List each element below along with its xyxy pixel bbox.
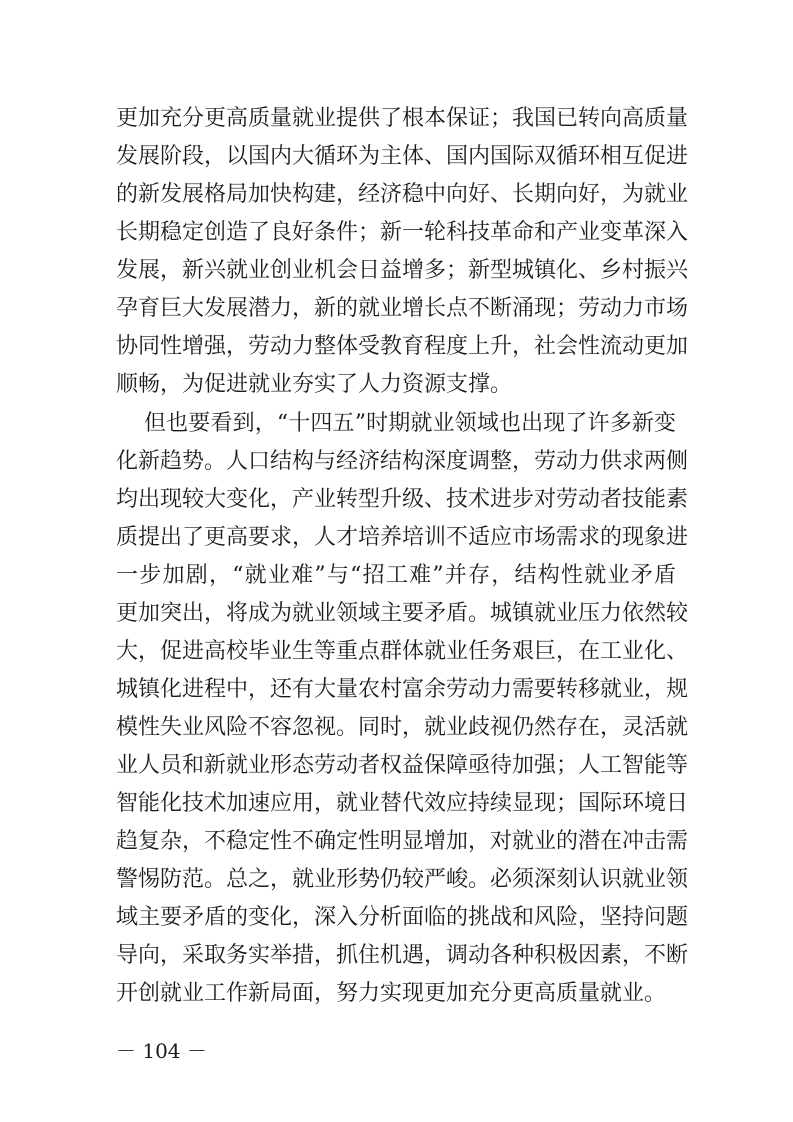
text-line: 发展，新兴就业创业机会日益增多；新型城镇化、乡村振兴 [116, 258, 689, 283]
text-line: 大，促进高校毕业生等重点群体就业任务艰巨，在工业化、 [116, 639, 689, 664]
text-line: 开创就业工作新局面，努力实现更加充分更高质量就业。 [116, 981, 667, 1006]
text-line: 导向，采取务实举措，抓住机遇，调动各种积极因素，不断 [116, 943, 689, 968]
text-line: 协同性增强，劳动力整体受教育程度上升，社会性流动更加 [116, 334, 689, 359]
text-line: 智能化技术加速应用，就业替代效应持续显现；国际环境日 [116, 791, 689, 816]
text-line: 的新发展格局加快构建，经济稳中向好、长期向好，为就业 [116, 182, 689, 207]
text-line: 一步加剧，“就业难”与“招工难”并存，结构性就业矛盾 [116, 563, 676, 588]
text-line: 警惕防范。总之，就业形势仍较严峻。必须深刻认识就业领 [116, 867, 689, 892]
text-line: 更加突出，将成为就业领域主要矛盾。城镇就业压力依然较 [116, 601, 689, 626]
text-line: 城镇化进程中，还有大量农村富余劳动力需要转移就业，规 [116, 677, 689, 702]
text-line: 均出现较大变化，产业转型升级、技术进步对劳动者技能素 [116, 487, 689, 512]
text-line: 顺畅，为促进就业夯实了人力资源支撑。 [116, 372, 513, 397]
text-line: 趋复杂，不稳定性不确定性明显增加，对就业的潜在冲击需 [116, 829, 689, 854]
text-line: 业人员和新就业形态劳动者权益保障亟待加强；人工智能等 [116, 753, 689, 778]
text-line: 长期稳定创造了良好条件；新一轮科技革命和产业变革深入 [116, 220, 689, 245]
text-line: 质提出了更高要求，人才培养培训不适应市场需求的现象进 [116, 525, 689, 550]
text-line: 更加充分更高质量就业提供了根本保证；我国已转向高质量 [116, 106, 689, 131]
text-line: 孕育巨大发展潜力，新的就业增长点不断涌现；劳动力市场 [116, 296, 689, 321]
text-line: 化新趋势。人口结构与经济结构深度调整，劳动力供求两侧 [116, 449, 689, 474]
paragraph-first-line: 但也要看到，“十四五”时期就业领域也出现了许多新变 [144, 411, 676, 436]
text-line: 域主要矛盾的变化，深入分析面临的挑战和风险，坚持问题 [116, 905, 689, 930]
page-number: － 104 － [116, 1039, 207, 1063]
text-line: 发展阶段，以国内大循环为主体、国内国际双循环相互促进 [116, 144, 689, 169]
text-line: 模性失业风险不容忽视。同时，就业歧视仍然存在，灵活就 [116, 715, 689, 740]
